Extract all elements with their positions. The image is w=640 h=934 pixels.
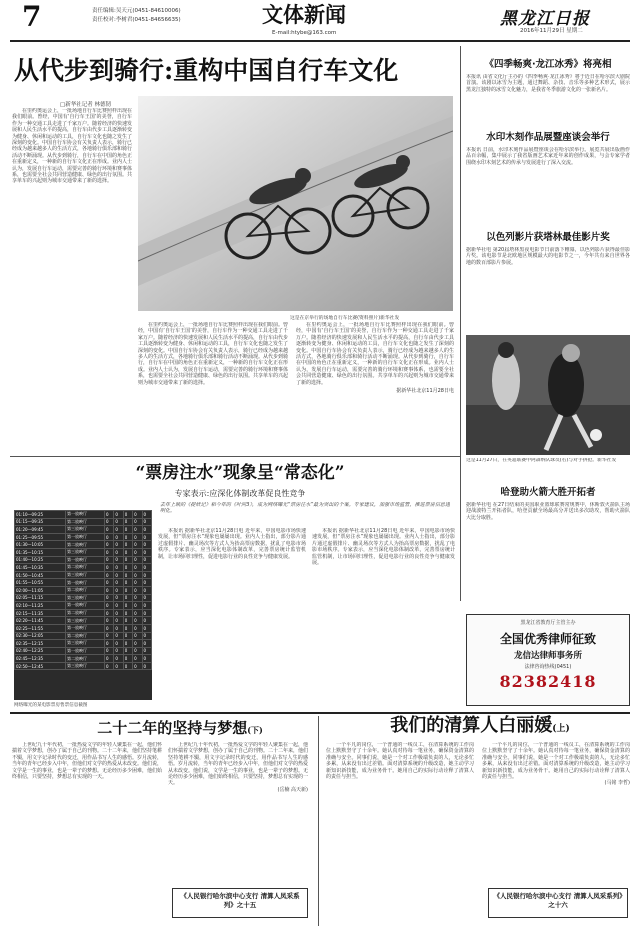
table-cell: 0 (114, 609, 123, 617)
table-cell: 第二放映厅 (65, 586, 104, 594)
table-cell: 0 (133, 533, 142, 541)
clearing-end-note: (马铭 李哲) (604, 780, 630, 787)
table-cell: 0 (142, 617, 151, 625)
table-cell: 0 (104, 556, 113, 564)
table-cell: 0 (104, 647, 113, 655)
table-cell: 0 (123, 564, 132, 572)
box-office-column-2: 本报讯 据新华社北京11月28日电 近年来，中国电影市场快速发展，但“票房注水”现象也屡屡出现。业内人士指出，部分影片通过虚假排片、幽灵场次等方式人为抬高票房数据，扰乱了电影市场秩序。专家表示，应当深化电影体制改革，完善票房统计监管机制，让市场回归理性，促进电影行业的良性竞争与健康发展。 (312, 528, 455, 567)
table-cell: 0 (104, 640, 113, 648)
table-cell: 0 (104, 632, 113, 640)
table-cell: 01:20—09:45 (15, 526, 66, 534)
table-cell: 0 (114, 602, 123, 610)
table-cell: 第一放映厅 (65, 533, 104, 541)
table-cell: 0 (104, 533, 113, 541)
table-cell: 0 (142, 662, 151, 670)
table-cell: 02:05—11:15 (15, 594, 66, 602)
ad-title: 全国优秀律师征致 (499, 632, 596, 646)
header-divider (10, 40, 630, 42)
table-row (15, 511, 152, 519)
table-cell: 02:20—11:45 (15, 617, 66, 625)
table-cell: 02:45—12:35 (15, 655, 66, 663)
table-row (15, 632, 152, 640)
table-cell: 02:35—12:15 (15, 640, 66, 648)
table-cell: 0 (123, 541, 132, 549)
table-cell: 0 (123, 602, 132, 610)
table-cell: 01:15—09:35 (15, 518, 66, 526)
table-cell: 0 (114, 579, 123, 587)
table-row (15, 564, 152, 572)
clearing-column-2: 一个平凡的岗位，一个普通的一线员工，在清算系统的工作岗位上默默坚守了十余年。她认真对待每一笔业务，确保资金清算的准确与安全。同事们说，她是一个对工作极端负责的人，无论多忙多累，从来没有出过差错。面对清算系统的升级改造，她主动学习新知识新技能，成为业务骨干。她用自己的实际行动诠释了清算人的责任与担当。 (马铭 李哲) (482, 742, 630, 787)
table-cell: 0 (142, 526, 151, 534)
table-cell: 0 (104, 526, 113, 534)
table-cell: 0 (133, 526, 142, 534)
table-row (15, 640, 152, 648)
box-office-column-1: 本报讯 据新华社北京11月28日电 近年来，中国电影市场快速发展，但“票房注水”现象也屡屡出现。业内人士指出，部分影片通过虚假排片、幽灵场次等方式人为抬高票房数据，扰乱了电影市场秩序。专家表示，应当深化电影体制改革，完善票房统计监管机制，让市场回归理性，促进电影行业的良性竞争与健康发展。 (158, 528, 306, 560)
table-cell: 0 (123, 511, 132, 519)
section-title: 文体新闻 (262, 2, 346, 27)
table-cell: 0 (123, 586, 132, 594)
table-cell: 第三放映厅 (65, 662, 104, 670)
cycling-photo (138, 96, 453, 311)
main-headline: 从代步到骑行:重构中国自行车文化 (14, 56, 399, 85)
clearing-column-1: 一个平凡的岗位，一个普通的一线员工，在清算系统的工作岗位上默默坚守了十余年。她认真对待每一笔业务，确保资金清算的准确与安全。同事们说，她是一个对工作极端负责的人，无论多忙多累，从来没有出过差错。面对清算系统的升级改造，她主动学习新知识新技能，成为业务骨干。她用自己的实际行动诠释了清算人的责任与担当。 (326, 742, 474, 781)
table-cell: 01:45—10:35 (15, 564, 66, 572)
column-divider (460, 46, 461, 601)
table-cell: 02:40—12:25 (15, 647, 66, 655)
table-cell: 0 (133, 617, 142, 625)
table-cell: 0 (142, 594, 151, 602)
table-cell: 0 (123, 640, 132, 648)
table-cell: 第一放映厅 (65, 602, 104, 610)
table-cell: 01:30—10:05 (15, 541, 66, 549)
dream-column-2: 上世纪九十年代初，一批热爱文学的年轻人聚集在一起，他们怀揣着文学梦想，创办了属于自己的刊物。二十二年来，他们坚持笔耕不辍，用文字记录时代的变迁，用作品书写人生的感悟。岁月流转，当年的青年已经步入中年，但他们对文学的热爱从未改变。他们说，文学是一生的事业，也是一辈子的梦想。无论经历多少困难，他们始终相信，只要坚持，梦想总有实现的一天。 (岳楠 高天新) (168, 742, 308, 793)
table-cell: 0 (114, 518, 123, 526)
table-cell: 0 (133, 640, 142, 648)
table-cell: 0 (114, 564, 123, 572)
main-story-source: 据新华社北京11月28日电 (396, 388, 454, 395)
table-cell: 0 (133, 571, 142, 579)
table-row (15, 533, 152, 541)
main-story-text: 在里约奥运会上，一批场地自行车比赛照样出现在我们眼前。曾经，中国有‘自行车王国’的美誉，自行车作为一种交通工具走进了千家万户。随着经济的快速发展和人民生活水平的提高，自行车由代步工具逐渐转变为健身、休闲和运动的工具，自行车文化也随之发生了深刻的变化。中国自行车协会有关负责人表示，骑行已经成为越来越多人的生活方式，各地骑行俱乐部和骑行活动不断涌现。从代步到骑行，自行车在中国的角色正在重新定义，一种新的自行车文化正在形成。业内人士认为，发展自行车运动，需要完善的骑行环境和赛事体系，也需要全社会共同营造健康、绿色的出行氛围。共享单车的兴起则为城市交通带来了新的选择。 (12, 108, 132, 185)
main-story-column-2: 在里约奥运会上，一批场地自行车比赛照样出现在我们眼前。曾经，中国有‘自行车王国’的美誉，自行车作为一种交通工具走进了千家万户。随着经济的快速发展和人民生活水平的提高，自行车由代步工具逐渐转变为健身、休闲和运动的工具，自行车文化也随之发生了深刻的变化。中国自行车协会有关负责人表示，骑行已经成为越来越多人的生活方式，各地骑行俱乐部和骑行活动不断涌现。从代步到骑行，自行车在中国的角色正在重新定义，一种新的自行车文化正在形成。业内人士认为，发展自行车运动，需要完善的骑行环境和赛事体系，也需要全社会共同营造健康、绿色的出行氛围。共享单车的兴起则为城市交通带来了新的选择。 (138, 322, 288, 386)
football-illustration (466, 335, 630, 455)
table-cell: 第一放映厅 (65, 624, 104, 632)
table-cell: 第二放映厅 (65, 632, 104, 640)
table-cell: 第二放映厅 (65, 518, 104, 526)
box-office-lead: 去年上映的《捉妖记》和今年的《叶问3》，成为网络曝光“票房注水”最为突出的个案。专家建议，加强市场监管，推进票房信息透明化。 (160, 502, 450, 515)
table-cell: 0 (133, 564, 142, 572)
table-cell: 0 (133, 609, 142, 617)
table-cell: 0 (123, 518, 132, 526)
table-cell: 第三放映厅 (65, 640, 104, 648)
box-office-top-rule (10, 456, 460, 457)
table-cell: 0 (123, 548, 132, 556)
brief-title-woodcut: 水印木刻作品展暨座谈会举行 (486, 132, 610, 143)
table-cell: 0 (104, 655, 113, 663)
table-row (15, 571, 152, 579)
table-cell: 第三放映厅 (65, 594, 104, 602)
table-cell: 0 (114, 511, 123, 519)
table-cell: 0 (142, 647, 151, 655)
clearing-series-box: 《人民银行哈尔滨中心支行 清算人凤采系列》之十六 (488, 888, 628, 918)
table-cell: 02:25—11:55 (15, 624, 66, 632)
table-cell: 第三放映厅 (65, 548, 104, 556)
table-cell: 01:25—09:55 (15, 533, 66, 541)
table-cell: 0 (133, 594, 142, 602)
table-cell: 01:50—10:45 (15, 571, 66, 579)
ticket-caption: 网络曝光的某电影票房售票信息截图 (14, 703, 88, 708)
table-cell: 第三放映厅 (65, 617, 104, 625)
table-cell: 01:55—10:55 (15, 579, 66, 587)
table-cell: 0 (133, 655, 142, 663)
table-cell: 0 (133, 586, 142, 594)
main-story-column-1 (12, 108, 132, 454)
brief-body-harden: 据新华社电 在27日结束的美国职业篮球联赛常规赛中，休斯敦火箭队主场迎战波特兰开拓者队，哈登贡献全场最高分并送出多次助攻，帮助火箭队大比分取胜。 (466, 502, 630, 521)
table-cell: 02:00—11:05 (15, 586, 66, 594)
page-header (0, 0, 640, 46)
main-byline: □新华社记者 林德韧 (60, 102, 111, 108)
table-cell: 0 (123, 594, 132, 602)
table-cell: 第一放映厅 (65, 579, 104, 587)
football-photo (466, 335, 630, 455)
main-story-column-3: 在里约奥运会上，一批场地自行车比赛照样出现在我们眼前。曾经，中国有‘自行车王国’的美誉，自行车作为一种交通工具走进了千家万户。随着经济的快速发展和人民生活水平的提高，自行车由代步工具逐渐转变为健身、休闲和运动的工具，自行车文化也随之发生了深刻的变化。中国自行车协会有关负责人表示，骑行已经成为越来越多人的生活方式，各地骑行俱乐部和骑行活动不断涌现。从代步到骑行，自行车在中国的角色正在重新定义，一种新的自行车文化正在形成。业内人士认为，发展自行车运动，需要完善的骑行环境和赛事体系，也需要全社会共同营造健康、绿色的出行氛围。共享单车的兴起则为城市交通带来了新的选择。 据新华社北京11月28日电 (296, 322, 454, 395)
table-cell: 0 (142, 586, 151, 594)
table-cell: 0 (133, 602, 142, 610)
issue-date: 2016年11月29日 星期二 (520, 28, 583, 34)
table-row (15, 617, 152, 625)
table-cell: 02:50—12:45 (15, 662, 66, 670)
brief-title-harden: 哈登助火箭大胜开拓者 (500, 487, 596, 498)
table-cell: 0 (142, 541, 151, 549)
table-cell: 0 (104, 541, 113, 549)
table-cell: 0 (104, 617, 113, 625)
editor-line: 责任编辑:吴天元(0451-84610006) (92, 8, 181, 14)
table-cell: 0 (104, 511, 113, 519)
table-cell: 0 (123, 662, 132, 670)
football-photo-caption: 这是11月27日，在英超联赛中阿森纳队球员(右)与对手拼抢。新华社发 (466, 458, 617, 463)
table-cell: 0 (104, 662, 113, 670)
table-row (15, 586, 152, 594)
brief-body-ice-show: 本报讯 由省文化厅主办的《四季畅爽·龙江冰秀》将于近日在哈尔滨大剧院首演。该剧以冰雪为主题，通过舞蹈、杂技、音乐等多种艺术形式，展示黑龙江独特的冰雪文化魅力，是我省冬季旅游文化的一张新名片。 (466, 74, 630, 93)
table-cell: 第二放映厅 (65, 541, 104, 549)
table-cell: 0 (114, 624, 123, 632)
table-row (15, 518, 152, 526)
table-cell: 0 (133, 541, 142, 549)
table-cell: 0 (104, 564, 113, 572)
table-cell: 0 (123, 647, 132, 655)
table-cell: 01:10—09:25 (15, 511, 66, 519)
table-cell: 0 (104, 571, 113, 579)
table-cell: 第一放映厅 (65, 511, 104, 519)
table-cell: 第一放映厅 (65, 556, 104, 564)
ticket-screenshot (14, 510, 152, 700)
law-firm-ad[interactable] (466, 614, 630, 706)
table-row (15, 624, 152, 632)
table-row (15, 602, 152, 610)
table-cell: 0 (114, 526, 123, 534)
table-row (15, 556, 152, 564)
table-cell: 0 (104, 518, 113, 526)
table-cell: 0 (114, 662, 123, 670)
table-cell: 0 (142, 602, 151, 610)
table-cell: 0 (133, 632, 142, 640)
table-cell: 0 (104, 594, 113, 602)
table-cell: 0 (123, 632, 132, 640)
table-cell: 02:10—11:25 (15, 602, 66, 610)
ad-firm-name: 龙信达律师事务所 (513, 651, 582, 661)
table-row (15, 526, 152, 534)
table-cell: 0 (114, 632, 123, 640)
box-office-subhead: 专家表示:应深化体制改革促良性竞争 (174, 489, 306, 498)
cycling-illustration (138, 96, 453, 311)
newspaper-logo: 黑龙江日报 (500, 9, 590, 29)
ad-phone[interactable]: 82382418 (499, 672, 597, 691)
table-cell: 0 (142, 518, 151, 526)
table-cell: 0 (123, 655, 132, 663)
table-cell: 0 (133, 579, 142, 587)
ad-hotline-label: 法律咨询热线(0451) (524, 664, 572, 670)
table-cell: 0 (123, 571, 132, 579)
brief-body-tallinn: 据新华社电 第20届塔林黑夜电影节日前落下帷幕，以色列影片获得最佳影片奖。该电影节是北欧地区规模最大的电影节之一，今年共有来自世界各地的数百部影片参展。 (466, 247, 630, 266)
table-row (15, 594, 152, 602)
table-cell: 02:30—12:05 (15, 632, 66, 640)
table-cell: 0 (142, 624, 151, 632)
table-cell: 0 (104, 586, 113, 594)
table-cell: 0 (142, 564, 151, 572)
dream-column-1: 上世纪九十年代初，一批热爱文学的年轻人聚集在一起，他们怀揣着文学梦想，创办了属于自己的刊物。二十二年来，他们坚持笔耕不辍，用文字记录时代的变迁，用作品书写人生的感悟。岁月流转，当年的青年已经步入中年，但他们对文学的热爱从未改变。他们说，文学是一生的事业，也是一辈子的梦想。无论经历多少困难，他们始终相信，只要坚持，梦想总有实现的一天。 (12, 742, 162, 781)
table-cell: 0 (133, 511, 142, 519)
table-cell: 0 (123, 579, 132, 587)
clearing-headline: 我们的清算人白丽媛(上) (390, 715, 570, 736)
table-row (15, 655, 152, 663)
table-cell: 0 (114, 647, 123, 655)
brief-body-woodcut: 本报讯 日前，水印木刻作品展暨座谈会在哈尔滨举行。展览共展出版画作品百余幅，集中展示了我省版画艺术家近年来的创作成果，与会专家学者围绕水印木刻艺术的传承与发展进行了深入交流。 (466, 147, 630, 166)
table-cell: 0 (123, 617, 132, 625)
table-cell: 第三放映厅 (65, 526, 104, 534)
table-cell: 0 (114, 617, 123, 625)
table-cell: 0 (104, 579, 113, 587)
box-office-headline: “票房注水”现象呈“常态化” (135, 463, 345, 483)
table-cell: 0 (142, 556, 151, 564)
table-cell: 第一放映厅 (65, 647, 104, 655)
table-cell: 0 (114, 541, 123, 549)
table-cell: 0 (142, 632, 151, 640)
table-cell: 0 (123, 526, 132, 534)
table-cell: 0 (133, 548, 142, 556)
table-cell: 02:15—11:35 (15, 609, 66, 617)
brief-title-ice-show: 《四季畅爽·龙江冰秀》将亮相 (484, 59, 612, 70)
table-cell: 0 (114, 586, 123, 594)
table-cell: 01:40—10:25 (15, 556, 66, 564)
table-row (15, 541, 152, 549)
table-cell: 0 (133, 647, 142, 655)
table-cell: 0 (142, 640, 151, 648)
table-cell: 0 (114, 533, 123, 541)
table-cell: 0 (142, 571, 151, 579)
table-cell: 0 (104, 602, 113, 610)
table-cell: 0 (114, 640, 123, 648)
table-cell: 0 (133, 518, 142, 526)
table-row (15, 548, 152, 556)
table-cell: 0 (114, 556, 123, 564)
table-row (15, 609, 152, 617)
table-cell: 0 (133, 556, 142, 564)
table-row (15, 662, 152, 670)
bottom-column-divider (318, 716, 319, 926)
table-cell: 0 (123, 533, 132, 541)
table-cell: 0 (142, 511, 151, 519)
table-cell: 0 (123, 624, 132, 632)
ticket-table (14, 510, 152, 670)
table-cell: 第二放映厅 (65, 564, 104, 572)
table-cell: 0 (104, 609, 113, 617)
table-row (15, 647, 152, 655)
table-cell: 0 (123, 556, 132, 564)
table-cell: 01:35—10:15 (15, 548, 66, 556)
table-cell: 0 (114, 655, 123, 663)
right-column (466, 50, 630, 610)
table-cell: 0 (133, 624, 142, 632)
table-cell: 0 (142, 609, 151, 617)
page-number: 7 (22, 0, 42, 33)
table-cell: 0 (133, 662, 142, 670)
table-cell: 0 (114, 594, 123, 602)
dream-headline: 二十二年的坚持与梦想(下) (97, 719, 263, 737)
table-cell: 0 (142, 655, 151, 663)
table-cell: 第三放映厅 (65, 571, 104, 579)
brief-title-tallinn: 以色列影片获塔林最佳影片奖 (486, 232, 610, 243)
table-cell: 0 (142, 548, 151, 556)
dream-end-note: (岳楠 高天新) (277, 786, 308, 793)
table-row (15, 579, 152, 587)
table-cell: 0 (114, 548, 123, 556)
table-cell: 0 (104, 624, 113, 632)
table-cell: 0 (123, 609, 132, 617)
dream-series-box: 《人民银行哈尔滨中心支行 清算人凤采系列》之十五 (172, 888, 308, 918)
cycling-photo-caption: 这是在京举行的场地自行车比赛(资料照片)新华社发 (290, 316, 400, 321)
proofreader-line: 责任校对:李树君(0451-84656635) (92, 17, 181, 23)
table-cell: 0 (142, 533, 151, 541)
table-cell: 0 (114, 571, 123, 579)
table-cell: 第二放映厅 (65, 609, 104, 617)
table-cell: 0 (104, 548, 113, 556)
table-cell: 第二放映厅 (65, 655, 104, 663)
table-cell: 0 (142, 579, 151, 587)
section-email: E-mail:htybe@163.com (272, 30, 337, 36)
ad-top-line: 黑龙江省教育厅主管主办 (520, 620, 576, 626)
